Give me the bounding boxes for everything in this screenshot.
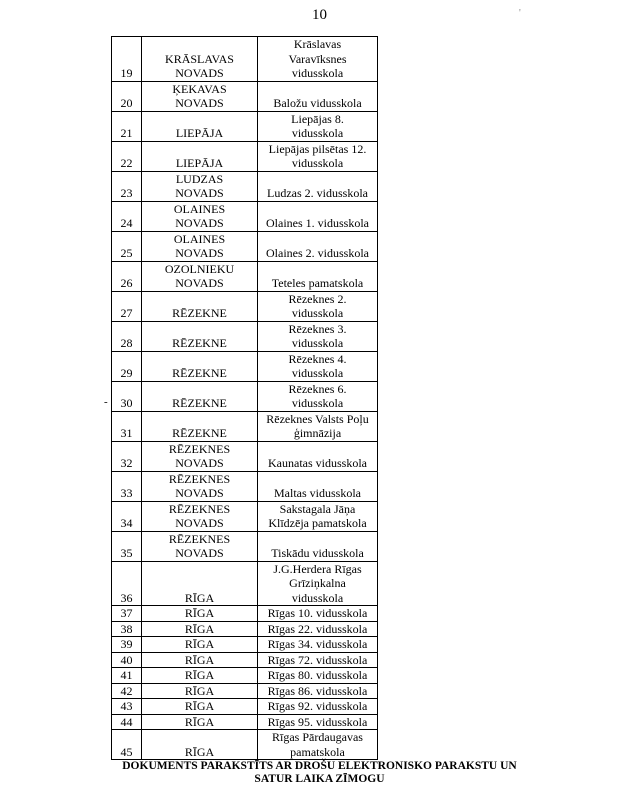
region-cell	[142, 141, 258, 171]
school-cell	[258, 171, 378, 201]
table-row	[112, 652, 378, 668]
region-line: OLAINES	[173, 201, 226, 216]
school-line: vidusskola	[291, 156, 344, 170]
row-number: 20	[112, 81, 142, 111]
row-number: 28	[112, 321, 142, 351]
table-row	[112, 714, 378, 730]
school-line: Rēzeknes 6.	[288, 381, 347, 396]
row-number: 27	[112, 291, 142, 321]
schools-table-body	[112, 37, 378, 760]
school-line: Rīgas 95. vidusskola	[267, 714, 368, 729]
row-number: 42	[112, 683, 142, 699]
school-line: Tiskādu vidusskola	[271, 546, 364, 560]
school-cell	[258, 441, 378, 471]
region-cell	[142, 668, 258, 684]
footer-line-1: DOKUMENTS PARAKSTĪTS AR DROŠU ELEKTRONISKO PARAKSTU UN	[122, 760, 517, 772]
row-number: 25	[112, 231, 142, 261]
region-line: RĒZEKNES	[168, 471, 231, 486]
table-row	[112, 351, 378, 381]
table-row	[112, 683, 378, 699]
row-number: 44	[112, 714, 142, 730]
school-line: Rēzeknes 4.	[288, 351, 347, 366]
school-cell	[258, 111, 378, 141]
school-line: vidusskola	[291, 366, 344, 380]
region-line: ĶEKAVAS	[172, 81, 227, 96]
school-line: Liepājas 8.	[291, 111, 344, 126]
region-line: RĪGA	[184, 652, 215, 667]
school-line: Maltas vidusskola	[274, 486, 361, 500]
school-cell	[258, 37, 378, 82]
region-line: NOVADS	[175, 246, 224, 260]
school-line: pamatskola	[290, 744, 345, 759]
table-row	[112, 231, 378, 261]
school-cell	[258, 637, 378, 653]
school-cell	[258, 730, 378, 760]
school-line: vidusskola	[291, 336, 344, 350]
row-number: 40	[112, 652, 142, 668]
table-row	[112, 381, 378, 411]
region-line: RĒZEKNES	[168, 441, 231, 456]
region-line: RĪGA	[184, 744, 215, 759]
row-number: 36	[112, 561, 142, 606]
footer	[0, 760, 639, 786]
school-cell	[258, 291, 378, 321]
school-line: Rīgas 80. vidusskola	[267, 668, 368, 682]
table-row	[112, 668, 378, 684]
region-cell	[142, 37, 258, 82]
school-line: Rēzeknes Valsts Poļu	[266, 411, 369, 426]
table-row	[112, 561, 378, 606]
table-row	[112, 291, 378, 321]
school-line: vidusskola	[291, 306, 344, 320]
table-row	[112, 261, 378, 291]
region-line: NOVADS	[175, 456, 224, 470]
region-cell	[142, 531, 258, 561]
row-number: 43	[112, 699, 142, 715]
row-number: 34	[112, 501, 142, 531]
region-cell	[142, 652, 258, 668]
school-cell	[258, 471, 378, 501]
row-number: 45	[112, 730, 142, 760]
region-cell	[142, 201, 258, 231]
row-number: 38	[112, 621, 142, 637]
region-line: RĪGA	[184, 621, 215, 636]
region-line: RĪGA	[184, 590, 215, 605]
row-number: 29	[112, 351, 142, 381]
schools-table	[111, 36, 378, 760]
table-row	[112, 501, 378, 531]
region-line: NOVADS	[175, 216, 224, 230]
row-number: 24	[112, 201, 142, 231]
region-line: LIEPĀJA	[175, 156, 224, 170]
region-line: RĒZEKNES	[168, 531, 231, 546]
region-cell	[142, 171, 258, 201]
region-line: RĒZEKNE	[172, 396, 227, 410]
table-row	[112, 171, 378, 201]
region-line: NOVADS	[175, 516, 224, 530]
school-cell	[258, 606, 378, 622]
school-cell	[258, 141, 378, 171]
school-line: vidusskola	[291, 396, 344, 410]
region-line: RĪGA	[184, 668, 215, 682]
region-line: RĪGA	[184, 714, 215, 729]
school-cell	[258, 261, 378, 291]
region-cell	[142, 561, 258, 606]
school-line: Klīdzēja pamatskola	[268, 516, 367, 530]
region-cell	[142, 411, 258, 441]
school-cell	[258, 381, 378, 411]
school-line: Baložu vidusskola	[273, 96, 362, 110]
region-cell	[142, 231, 258, 261]
row-number: 32	[112, 441, 142, 471]
row-number: 37	[112, 606, 142, 622]
region-line: RĒZEKNE	[172, 366, 227, 380]
school-line: ģimnāzija	[293, 426, 342, 440]
school-cell	[258, 501, 378, 531]
school-line: Olaines 2. vidusskola	[266, 246, 369, 260]
region-cell	[142, 730, 258, 760]
stray-mark: '	[519, 8, 521, 19]
school-line: Ludzas 2. vidusskola	[267, 186, 368, 200]
school-line: Rīgas Pārdaugavas	[272, 730, 363, 744]
school-cell	[258, 201, 378, 231]
region-cell	[142, 606, 258, 622]
region-line: RĪGA	[184, 606, 215, 620]
region-cell	[142, 291, 258, 321]
region-cell	[142, 351, 258, 381]
table-row	[112, 606, 378, 622]
table-row	[112, 730, 378, 760]
school-line: Rīgas 22. vidusskola	[267, 621, 368, 636]
table-row	[112, 411, 378, 441]
school-line: Liepājas pilsētas 12.	[268, 141, 367, 156]
footer-line-2: SATUR LAIKA ZĪMOGU	[254, 773, 385, 785]
region-line: NOVADS	[175, 66, 224, 80]
row-number: 41	[112, 668, 142, 684]
school-cell	[258, 531, 378, 561]
table-row	[112, 81, 378, 111]
table-row	[112, 699, 378, 715]
row-number: 30	[112, 381, 142, 411]
school-line: Olaines 1. vidusskola	[266, 216, 369, 230]
school-line: Sakstagala Jāņa	[279, 501, 356, 516]
row-number: 21	[112, 111, 142, 141]
school-cell	[258, 621, 378, 637]
region-line: NOVADS	[175, 276, 224, 290]
region-line: NOVADS	[175, 96, 224, 110]
school-cell	[258, 714, 378, 730]
table-row	[112, 321, 378, 351]
school-line: Rēzeknes 2.	[288, 291, 347, 306]
region-cell	[142, 321, 258, 351]
row-number: 39	[112, 637, 142, 653]
school-cell	[258, 231, 378, 261]
region-line: LUDZAS	[175, 171, 224, 186]
table-row	[112, 621, 378, 637]
row-number: 23	[112, 171, 142, 201]
page-number: 10	[312, 7, 327, 23]
school-cell	[258, 81, 378, 111]
region-cell	[142, 471, 258, 501]
region-cell	[142, 441, 258, 471]
region-line: OLAINES	[173, 231, 226, 246]
school-line: Krāslavas	[293, 37, 342, 51]
school-line: Kaunatas vidusskola	[268, 456, 367, 470]
school-cell	[258, 683, 378, 699]
table-row	[112, 37, 378, 82]
school-line: Rīgas 92. vidusskola	[267, 699, 368, 713]
school-cell	[258, 321, 378, 351]
school-line: Rīgas 34. vidusskola	[267, 637, 368, 651]
region-cell	[142, 111, 258, 141]
region-line: RĪGA	[184, 637, 215, 651]
school-cell	[258, 561, 378, 606]
school-cell	[258, 699, 378, 715]
region-line: NOVADS	[175, 486, 224, 500]
table-row	[112, 141, 378, 171]
region-cell	[142, 261, 258, 291]
table-row	[112, 201, 378, 231]
school-line: vidusskola	[291, 126, 344, 140]
school-cell	[258, 351, 378, 381]
region-cell	[142, 699, 258, 715]
school-line: Varavīksnes	[288, 51, 347, 66]
school-cell	[258, 411, 378, 441]
region-line: LIEPĀJA	[175, 126, 224, 140]
region-line: NOVADS	[175, 186, 224, 200]
row-number: 22	[112, 141, 142, 171]
table-row	[112, 111, 378, 141]
region-line: RĒZEKNE	[172, 306, 227, 320]
school-line: Teteles pamatskola	[271, 276, 364, 290]
region-line: RĒZEKNES	[168, 501, 231, 516]
row-number: 31	[112, 411, 142, 441]
region-cell	[142, 621, 258, 637]
row-number: 26	[112, 261, 142, 291]
region-line: RĒZEKNE	[172, 336, 227, 350]
row-mark: -	[104, 396, 108, 408]
region-cell	[142, 683, 258, 699]
region-line: RĪGA	[184, 699, 215, 713]
region-cell	[142, 714, 258, 730]
school-line: J.G.Herdera Rīgas	[273, 561, 362, 576]
school-line: Grīziņkalna	[289, 576, 346, 590]
region-line: KRĀSLAVAS	[165, 51, 234, 66]
school-line: Rēzeknes 3.	[288, 321, 347, 336]
region-line: NOVADS	[175, 546, 224, 560]
region-cell	[142, 81, 258, 111]
table-row	[112, 471, 378, 501]
school-cell	[258, 652, 378, 668]
table-row	[112, 441, 378, 471]
row-number: 33	[112, 471, 142, 501]
region-line: RĒZEKNE	[172, 426, 227, 440]
region-cell	[142, 501, 258, 531]
school-line: Rīgas 86. vidusskola	[267, 683, 368, 698]
row-number: 35	[112, 531, 142, 561]
row-number: 19	[112, 37, 142, 82]
school-line: Rīgas 72. vidusskola	[267, 652, 368, 667]
region-cell	[142, 381, 258, 411]
school-cell	[258, 668, 378, 684]
region-cell	[142, 637, 258, 653]
table-row	[112, 637, 378, 653]
school-line: Rīgas 10. vidusskola	[267, 606, 368, 620]
region-line: OZOLNIEKU	[164, 261, 235, 276]
school-line: vidusskola	[291, 66, 344, 80]
school-line: vidusskola	[291, 590, 344, 605]
table-row	[112, 531, 378, 561]
region-line: RĪGA	[184, 683, 215, 698]
